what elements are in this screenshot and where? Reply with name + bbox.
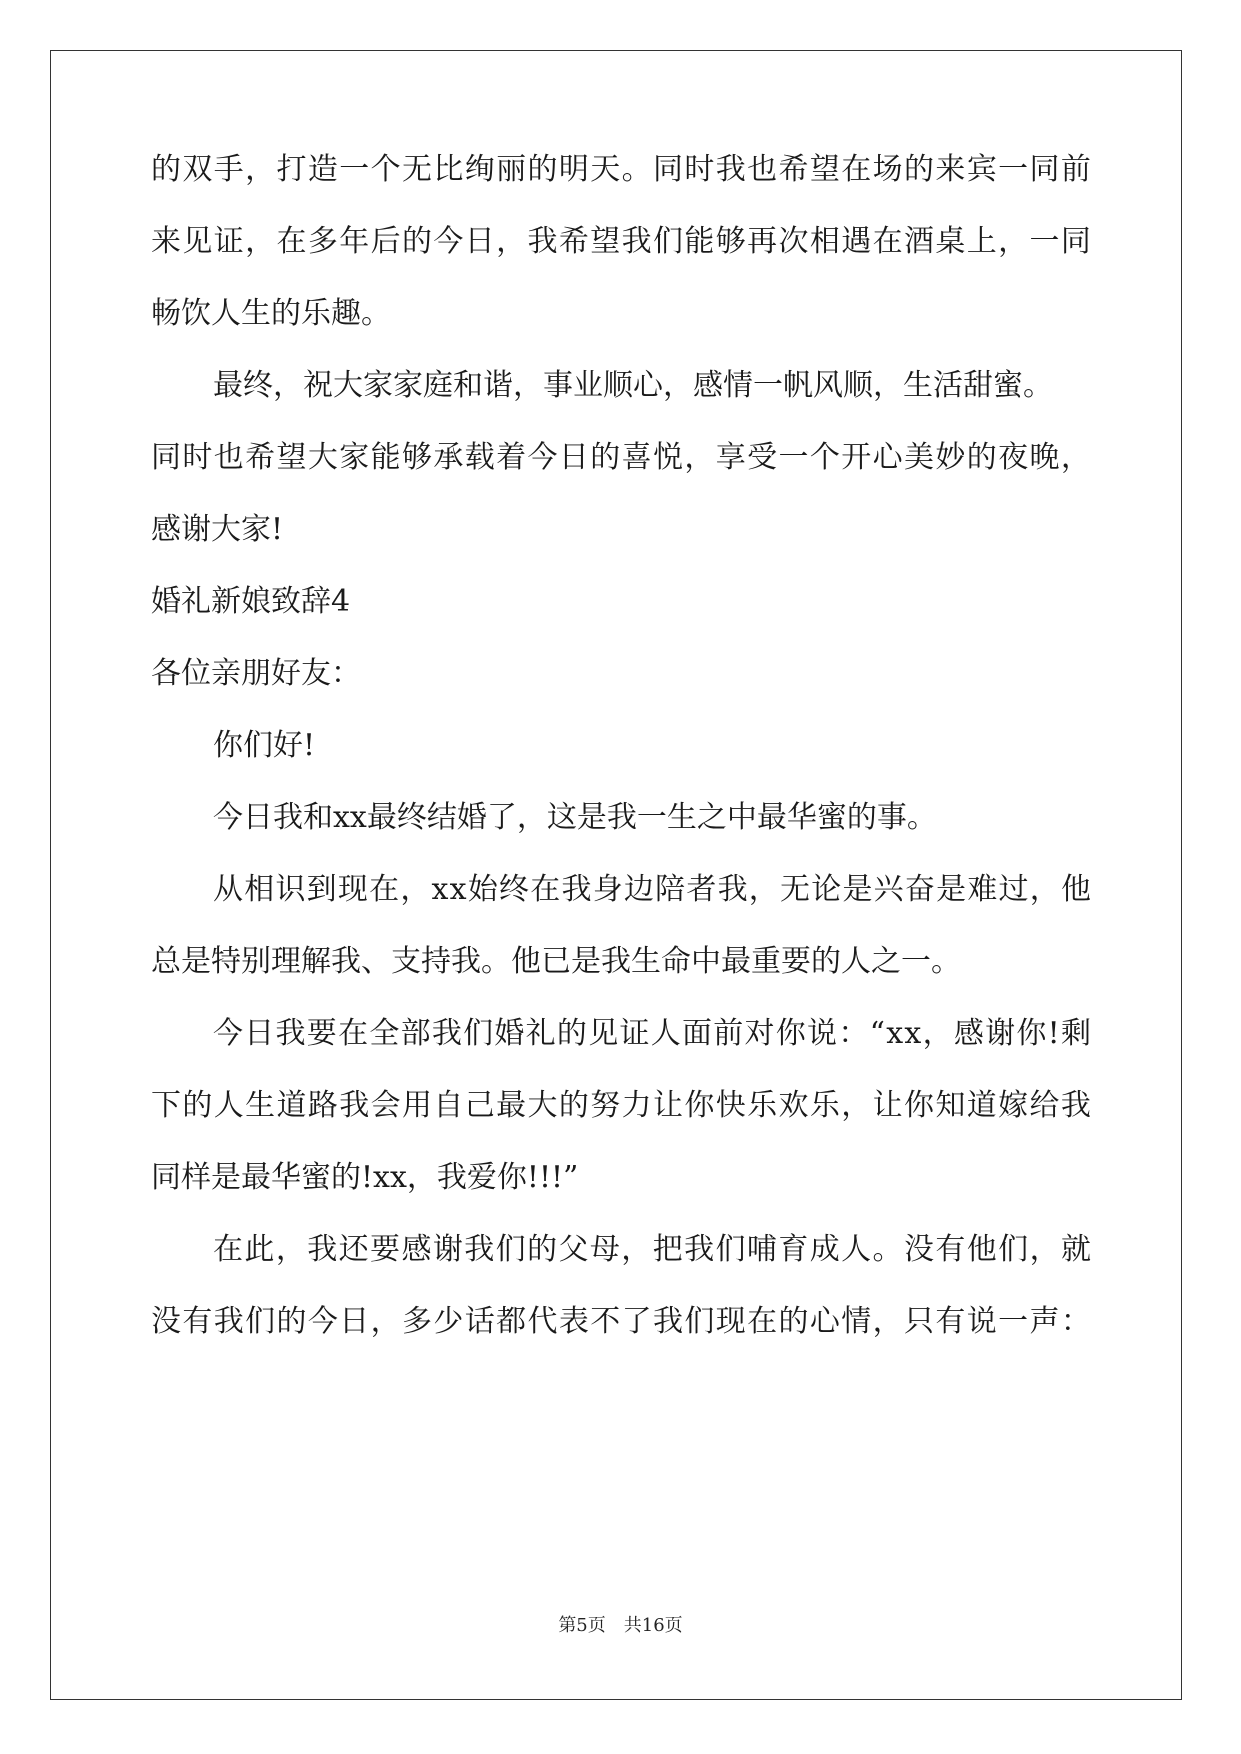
salutation: 各位亲朋好友： <box>151 656 361 691</box>
text-line: 感谢大家! <box>151 512 284 547</box>
text-line: 你们好! <box>213 728 316 763</box>
text-line: 的 双 手 ， 打 造 一 个 无 比 绚 丽 的 明 天 。 同 时 我 也 希 望 在 场 的 来 宾 一 同 前 <box>151 152 1091 187</box>
text-line: 今 日 我 要 在 全 部 我 们 婚 礼 的 见 证 人 面 前 对 你 说 ： “ x x ， 感 谢 你 ! 剩 <box>213 1016 1091 1051</box>
text-line: 同样是最华蜜的!xx，我爱你!!!” <box>151 1160 579 1195</box>
text-line: 同 时 也 希 望 大 家 能 够 承 载 着 今 日 的 喜 悦 ， 享 受 一 个 开 心 美 妙 的 夜 晚 ， <box>151 440 1091 475</box>
text-line: 下 的 人 生 道 路 我 会 用 自 己 最 大 的 努 力 让 你 快 乐 欢 乐 ， 让 你 知 道 嫁 给 我 <box>151 1088 1091 1123</box>
page-number: 第5页 共16页 <box>558 1615 683 1636</box>
text-line: 最终，祝大家家庭和谐，事业顺心，感情一帆风顺，生活甜蜜。 <box>213 368 1053 403</box>
section-heading: 婚礼新娘致辞4 <box>151 584 351 619</box>
text-line: 从 相 识 到 现 在 ， x x 始 终 在 我 身 边 陪 者 我 ， 无 论 是 兴 奋 是 难 过 ， 他 <box>213 872 1091 907</box>
text-line: 来 见 证 ， 在 多 年 后 的 今 日 ， 我 希 望 我 们 能 够 再 次 相 遇 在 酒 桌 上 ， 一 同 <box>151 224 1091 259</box>
text-line: 没 有 我 们 的 今 日 ， 多 少 话 都 代 表 不 了 我 们 现 在 的 心 情 ， 只 有 说 一 声 ： <box>151 1304 1091 1339</box>
text-line: 在 此 ， 我 还 要 感 谢 我 们 的 父 母 ， 把 我 们 哺 育 成 人 。 没 有 他 们 ， 就 <box>213 1232 1091 1267</box>
text-line: 总是特别理解我、支持我。他已是我生命中最重要的人之一。 <box>151 944 961 979</box>
text-line: 今日我和xx最终结婚了，这是我一生之中最华蜜的事。 <box>213 800 937 835</box>
text-line: 畅饮人生的乐趣。 <box>151 296 391 331</box>
